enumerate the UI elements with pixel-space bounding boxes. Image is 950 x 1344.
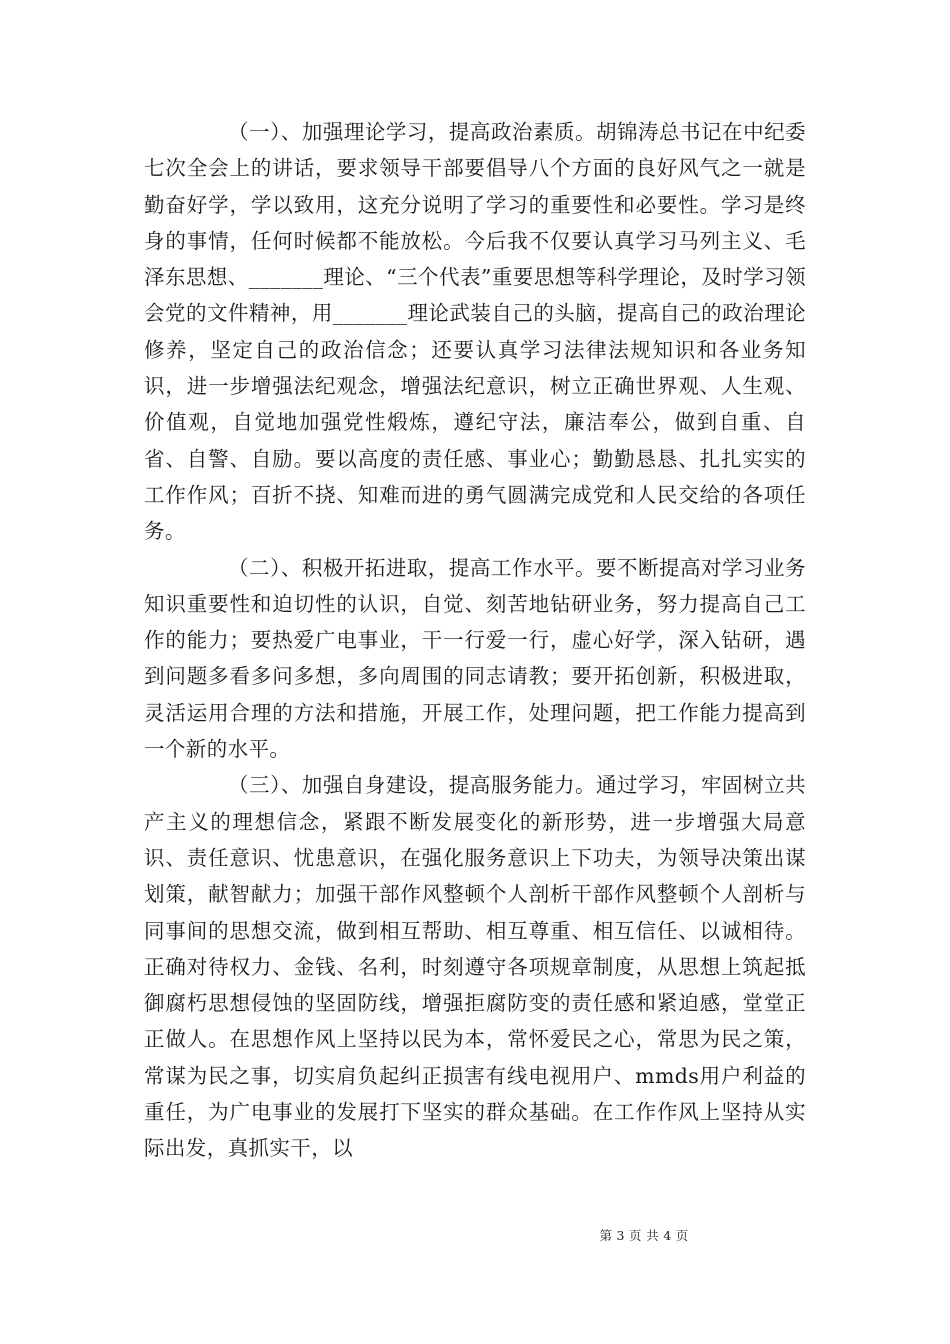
page-number: 第 3 页 共 4 页 bbox=[599, 1228, 689, 1243]
paragraph-work-level: （二）、积极开拓进取，提高工作水平。要不断提高对学习业务知识重要性和迫切性的认识，自觉、刻苦地钻研业务，努力提高自己工作的能力；要热爱广电事业，干一行爱一行，虚心好学，深入钻研，遇到问题多看多问多想，多向周围的同志请教；要开拓创新，积极进取，灵活运用合理的方法和措施，开展工作，处理问题，把工作能力提高到一个新的水平。 bbox=[144, 555, 806, 762]
document-body bbox=[144, 114, 806, 1167]
paragraph-service-ability: （三）、加强自身建设，提高服务能力。通过学习，牢固树立共产主义的理想信念，紧跟不断发展变化的新形势，进一步增强大局意识、责任意识、忧患意识，在强化服务意识上下功夫，为领导决策出谋划策，献智献力；加强干部作风整顿个人剖析干部作风整顿个人剖析与同事间的思想交流，做到相互帮助、相互尊重、相互信任、以诚相待。正确对待权力、金钱、名利，时刻遵守各项规章制度，从思想上筑起抵御腐朽思想侵蚀的坚固防线，增强拒腐防变的责任感和紧迫感，堂堂正正做人。在思想作风上坚持以民为本，常怀爱民之心，常思为民之策，常谋为民之事，切实肩负起纠正损害有线电视用户、mmds用户利益的重任，为广电事业的发展打下坚实的群众基础。在工作作风上坚持从实际出发，真抓实干，以 bbox=[144, 773, 806, 1161]
paragraph-theory-study: （一）、加强理论学习，提高政治素质。胡锦涛总书记在中纪委七次全会上的讲话，要求领导干部要倡导八个方面的良好风气之一就是勤奋好学，学以致用，这充分说明了学习的重要性和必要性。学习是终身的事情，任何时候都不能放松。今后我不仅要认真学习马列主义、毛泽东思想、_______理论、“三个代表”重要思想等科学理论，及时学习领会党的文件精神，用_______理论武装自己的头脑，提高自己的政治理论修养，坚定自己的政治信念；还要认真学习法律法规知识和各业务知识，进一步增强法纪观念，增强法纪意识，树立正确世界观、人生观、价值观，自觉地加强党性煅炼，遵纪守法，廉洁奉公，做到自重、自省、自警、自励。要以高度的责任感、事业心；勤勤恳恳、扎扎实实的工作作风；百折不挠、知难而进的勇气圆满完成党和人民交给的各项任务。 bbox=[144, 120, 806, 544]
page-footer bbox=[0, 1226, 950, 1244]
